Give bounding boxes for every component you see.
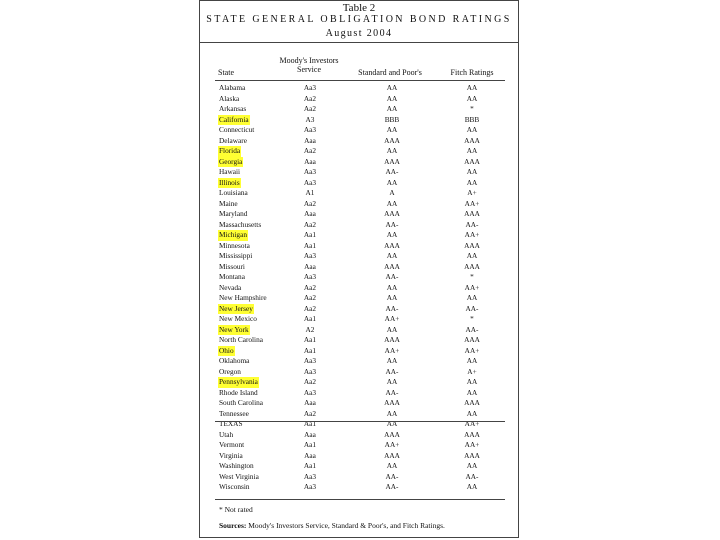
fitch-rating-cell: AAA	[464, 240, 480, 250]
state-cell: TEXAS	[219, 419, 243, 428]
moodys-rating-cell: A2	[305, 324, 315, 334]
moodys-rating-cell: Aa3	[303, 83, 317, 92]
table-date: August 2004	[325, 28, 393, 39]
sp-rating-cell: AA+	[384, 440, 400, 449]
fitch-rating-cell: AA-	[465, 324, 479, 334]
table-row	[215, 461, 505, 472]
fitch-rating-cell: AAA	[464, 135, 480, 145]
moodys-rating-cell: Aa1	[303, 419, 317, 428]
fitch-rating-cell: AA	[466, 482, 478, 491]
state-cell: Maryland	[219, 209, 248, 218]
state-cell: Florida	[219, 146, 241, 155]
moodys-rating-cell: Aa3	[303, 387, 317, 397]
sp-rating-cell: AA-	[385, 482, 399, 491]
state-cell: Pennsylvania	[219, 377, 258, 386]
table-row	[215, 440, 505, 451]
sp-column-header: Standard and Poor's	[358, 68, 422, 77]
sp-rating-cell: AA	[386, 93, 398, 103]
moodys-rating-cell: Aa3	[303, 251, 317, 260]
moodys-rating-cell: Aa1	[303, 345, 317, 355]
table-row	[215, 451, 505, 462]
moodys-rating-cell: Aa1	[303, 335, 317, 344]
state-cell: Illinois	[219, 177, 240, 187]
moodys-rating-cell: Aa2	[303, 104, 317, 113]
moodys-rating-cell: Aa1	[303, 461, 317, 470]
moodys-rating-cell: Aa1	[303, 314, 317, 323]
fitch-rating-cell: *	[470, 314, 474, 323]
moodys-rating-cell: Aaa	[304, 156, 316, 166]
table-row	[215, 314, 505, 325]
sp-rating-cell: AA	[386, 282, 398, 292]
state-cell: Delaware	[219, 135, 247, 145]
table-row	[215, 94, 505, 105]
moodys-rating-cell: A3	[305, 114, 315, 124]
fitch-rating-cell: AA	[466, 387, 478, 397]
fitch-rating-cell: AA	[466, 293, 478, 302]
table-row	[215, 230, 505, 241]
state-cell: Washington	[219, 461, 254, 470]
state-cell: Maine	[219, 198, 238, 208]
moodys-rating-cell: Aa3	[303, 356, 317, 365]
moodys-rating-cell: Aaa	[304, 261, 316, 271]
table-row	[215, 367, 505, 378]
table-row	[215, 104, 505, 115]
header-rule	[200, 42, 518, 43]
moodys-rating-cell: Aaa	[304, 429, 316, 439]
sp-rating-cell: AA-	[385, 167, 399, 176]
fitch-rating-cell: *	[470, 272, 474, 281]
fitch-rating-cell: AA	[466, 356, 478, 365]
moodys-rating-cell: A1	[305, 188, 315, 197]
sp-rating-cell: AA-	[385, 366, 399, 376]
fitch-rating-cell: AAA	[464, 335, 480, 344]
fitch-rating-cell: AA	[466, 408, 478, 418]
table-row	[215, 220, 505, 231]
fitch-rating-cell: AA	[466, 177, 478, 187]
state-cell: New Mexico	[219, 314, 257, 323]
sp-rating-cell: AA+	[384, 345, 400, 355]
state-cell: Connecticut	[219, 125, 255, 134]
fitch-rating-cell: AA+	[464, 282, 480, 292]
table-row	[215, 304, 505, 315]
fitch-rating-cell: AA+	[464, 230, 480, 239]
state-cell: Minnesota	[219, 240, 250, 250]
table-row	[215, 346, 505, 357]
sp-rating-cell: AA	[386, 251, 398, 260]
footnote: * Not rated	[219, 505, 253, 514]
state-cell: Alabama	[219, 83, 246, 92]
table-row	[215, 83, 505, 94]
sp-rating-cell: A	[389, 188, 395, 197]
table-row	[215, 283, 505, 294]
table-row	[215, 293, 505, 304]
fitch-column-header: Fitch Ratings	[450, 68, 494, 77]
moodys-rating-cell: Aa2	[303, 146, 317, 155]
fitch-rating-cell: AA-	[465, 219, 479, 229]
table-row	[215, 178, 505, 189]
sp-rating-cell: AAA	[384, 135, 400, 145]
table-row	[215, 251, 505, 262]
state-cell: Arkansas	[219, 104, 247, 113]
fitch-rating-cell: BBB	[464, 114, 480, 124]
moodys-rating-cell: Aa1	[303, 440, 317, 449]
moodys-rating-cell: Aa3	[303, 125, 317, 134]
table-row	[215, 388, 505, 399]
sp-rating-cell: AA	[386, 198, 398, 208]
state-cell: New Jersey	[219, 303, 253, 313]
moodys-rating-cell: Aa3	[303, 272, 317, 281]
moodys-rating-cell: Aaa	[304, 135, 316, 145]
state-cell: Mississippi	[219, 251, 253, 260]
fitch-rating-cell: AA	[466, 83, 478, 92]
moodys-rating-cell: Aa3	[303, 177, 317, 187]
state-cell: Nevada	[219, 282, 242, 292]
table-row	[215, 262, 505, 273]
fitch-rating-cell: AAA	[464, 429, 480, 439]
sp-rating-cell: BBB	[384, 114, 400, 124]
table-row	[215, 241, 505, 252]
table-row	[215, 125, 505, 136]
fitch-rating-cell: AAA	[464, 261, 480, 271]
state-cell: Michigan	[219, 230, 247, 239]
fitch-rating-cell: AA-	[465, 303, 479, 313]
moodys-rating-cell: Aaa	[304, 398, 316, 407]
table-title: STATE GENERAL OBLIGATION BOND RATINGS	[206, 14, 512, 25]
moodys-rating-cell: Aa2	[303, 408, 317, 418]
sp-rating-cell: AA-	[385, 303, 399, 313]
table-row	[215, 167, 505, 178]
sp-rating-cell: AAA	[384, 429, 400, 439]
state-cell: Montana	[219, 272, 245, 281]
sp-rating-cell: AA	[386, 356, 398, 365]
sp-rating-cell: AA	[386, 177, 398, 187]
table-row	[215, 188, 505, 199]
moodys-rating-cell: Aa1	[303, 230, 317, 239]
fitch-rating-cell: AA	[466, 377, 478, 386]
table-row	[215, 472, 505, 483]
moodys-rating-cell: Aa2	[303, 219, 317, 229]
sp-rating-cell: AAA	[384, 209, 400, 218]
moodys-rating-cell: Aa2	[303, 303, 317, 313]
sp-rating-cell: AA	[386, 83, 398, 92]
fitch-rating-cell: AAA	[464, 156, 480, 166]
table-row	[215, 430, 505, 441]
table-row	[215, 482, 505, 493]
sp-rating-cell: AAA	[384, 398, 400, 407]
table-row	[215, 157, 505, 168]
fitch-rating-cell: AA	[466, 167, 478, 176]
sp-rating-cell: AA	[386, 408, 398, 418]
state-cell: Louisiana	[219, 188, 248, 197]
table-row	[215, 335, 505, 346]
sp-rating-cell: AA-	[385, 387, 399, 397]
table-row	[215, 325, 505, 336]
state-cell: Oklahoma	[219, 356, 250, 365]
moodys-rating-cell: Aa3	[303, 167, 317, 176]
state-cell: South Carolina	[219, 398, 263, 407]
fitch-rating-cell: AAA	[464, 209, 480, 218]
fitch-rating-cell: AA	[466, 461, 478, 470]
fitch-rating-cell: AA+	[464, 419, 480, 428]
state-cell: West Virginia	[219, 471, 259, 481]
sp-rating-cell: AAA	[384, 156, 400, 166]
state-cell: Vermont	[219, 440, 245, 449]
table-row	[215, 272, 505, 283]
table-row	[215, 409, 505, 420]
table-row	[215, 377, 505, 388]
sp-rating-cell: AA	[386, 104, 398, 113]
ratings-table-frame	[199, 0, 519, 538]
table-row	[215, 115, 505, 126]
fitch-rating-cell: *	[470, 104, 474, 113]
sp-rating-cell: AA	[386, 324, 398, 334]
fitch-rating-cell: AAA	[464, 450, 480, 460]
fitch-rating-cell: A+	[467, 188, 477, 197]
state-cell: Rhode Island	[219, 387, 258, 397]
moodys-rating-cell: Aa2	[303, 282, 317, 292]
column-rule	[215, 80, 505, 81]
fitch-rating-cell: AA+	[464, 440, 480, 449]
moodys-rating-cell: Aa2	[303, 377, 317, 386]
sp-rating-cell: AAA	[384, 261, 400, 271]
source-text: Moody's Investors Service, Standard & Poor's, and Fitch Ratings.	[248, 521, 445, 530]
sp-rating-cell: AA	[386, 293, 398, 302]
state-cell: Massachusetts	[219, 219, 262, 229]
state-cell: Wisconsin	[219, 482, 250, 491]
source-label: Sources:	[219, 521, 247, 530]
moodys-column-header: Moody's Investors Service	[279, 56, 339, 74]
state-cell: Utah	[219, 429, 234, 439]
sp-rating-cell: AAA	[384, 240, 400, 250]
sp-rating-cell: AA-	[385, 272, 399, 281]
sp-rating-cell: AA	[386, 419, 398, 428]
state-cell: Alaska	[219, 93, 240, 103]
table-row	[215, 209, 505, 220]
state-cell: New York	[219, 324, 249, 334]
moodys-rating-cell: Aaa	[304, 450, 316, 460]
fitch-rating-cell: AA	[466, 251, 478, 260]
table-row	[215, 398, 505, 409]
state-cell: California	[219, 114, 249, 124]
fitch-rating-cell: AA	[466, 125, 478, 134]
fitch-rating-cell: AA+	[464, 345, 480, 355]
state-cell: Tennessee	[219, 408, 249, 418]
table-row	[215, 146, 505, 157]
moodys-rating-cell: Aa3	[303, 366, 317, 376]
state-cell: Hawaii	[219, 167, 241, 176]
moodys-rating-cell: Aa2	[303, 293, 317, 302]
state-cell: Ohio	[219, 345, 234, 355]
sp-rating-cell: AA-	[385, 219, 399, 229]
sp-rating-cell: AA	[386, 377, 398, 386]
moodys-rating-cell: Aa2	[303, 198, 317, 208]
fitch-rating-cell: AA	[466, 146, 478, 155]
sp-rating-cell: AAA	[384, 335, 400, 344]
moodys-rating-cell: Aa3	[303, 482, 317, 491]
moodys-rating-cell: Aa3	[303, 471, 317, 481]
sp-rating-cell: AA	[386, 146, 398, 155]
footer-rule	[215, 499, 505, 500]
state-cell: New Hampshire	[219, 293, 267, 302]
table-row	[215, 136, 505, 147]
state-cell: Georgia	[219, 156, 243, 166]
state-cell: Virginia	[219, 450, 243, 460]
sp-rating-cell: AA	[386, 230, 398, 239]
state-column-header: State	[218, 68, 234, 77]
sp-rating-cell: AA+	[384, 314, 400, 323]
sp-rating-cell: AAA	[384, 450, 400, 460]
moodys-rating-cell: Aaa	[304, 209, 316, 218]
fitch-rating-cell: AA	[466, 93, 478, 103]
table-row	[215, 356, 505, 367]
moodys-rating-cell: Aa1	[303, 240, 317, 250]
state-cell: Oregon	[219, 366, 241, 376]
state-cell: North Carolina	[219, 335, 263, 344]
sp-rating-cell: AA-	[385, 471, 399, 481]
moodys-rating-cell: Aa2	[303, 93, 317, 103]
sp-rating-cell: AA	[386, 461, 398, 470]
source-line	[219, 521, 445, 530]
fitch-rating-cell: AA+	[464, 198, 480, 208]
fitch-rating-cell: A+	[467, 366, 477, 376]
fitch-rating-cell: AA-	[465, 471, 479, 481]
fitch-rating-cell: AAA	[464, 398, 480, 407]
table-row	[215, 199, 505, 210]
sp-rating-cell: AA	[386, 125, 398, 134]
state-cell: Missouri	[219, 261, 245, 271]
texas-divider	[215, 421, 505, 422]
table-caption: Table 2	[342, 2, 376, 14]
